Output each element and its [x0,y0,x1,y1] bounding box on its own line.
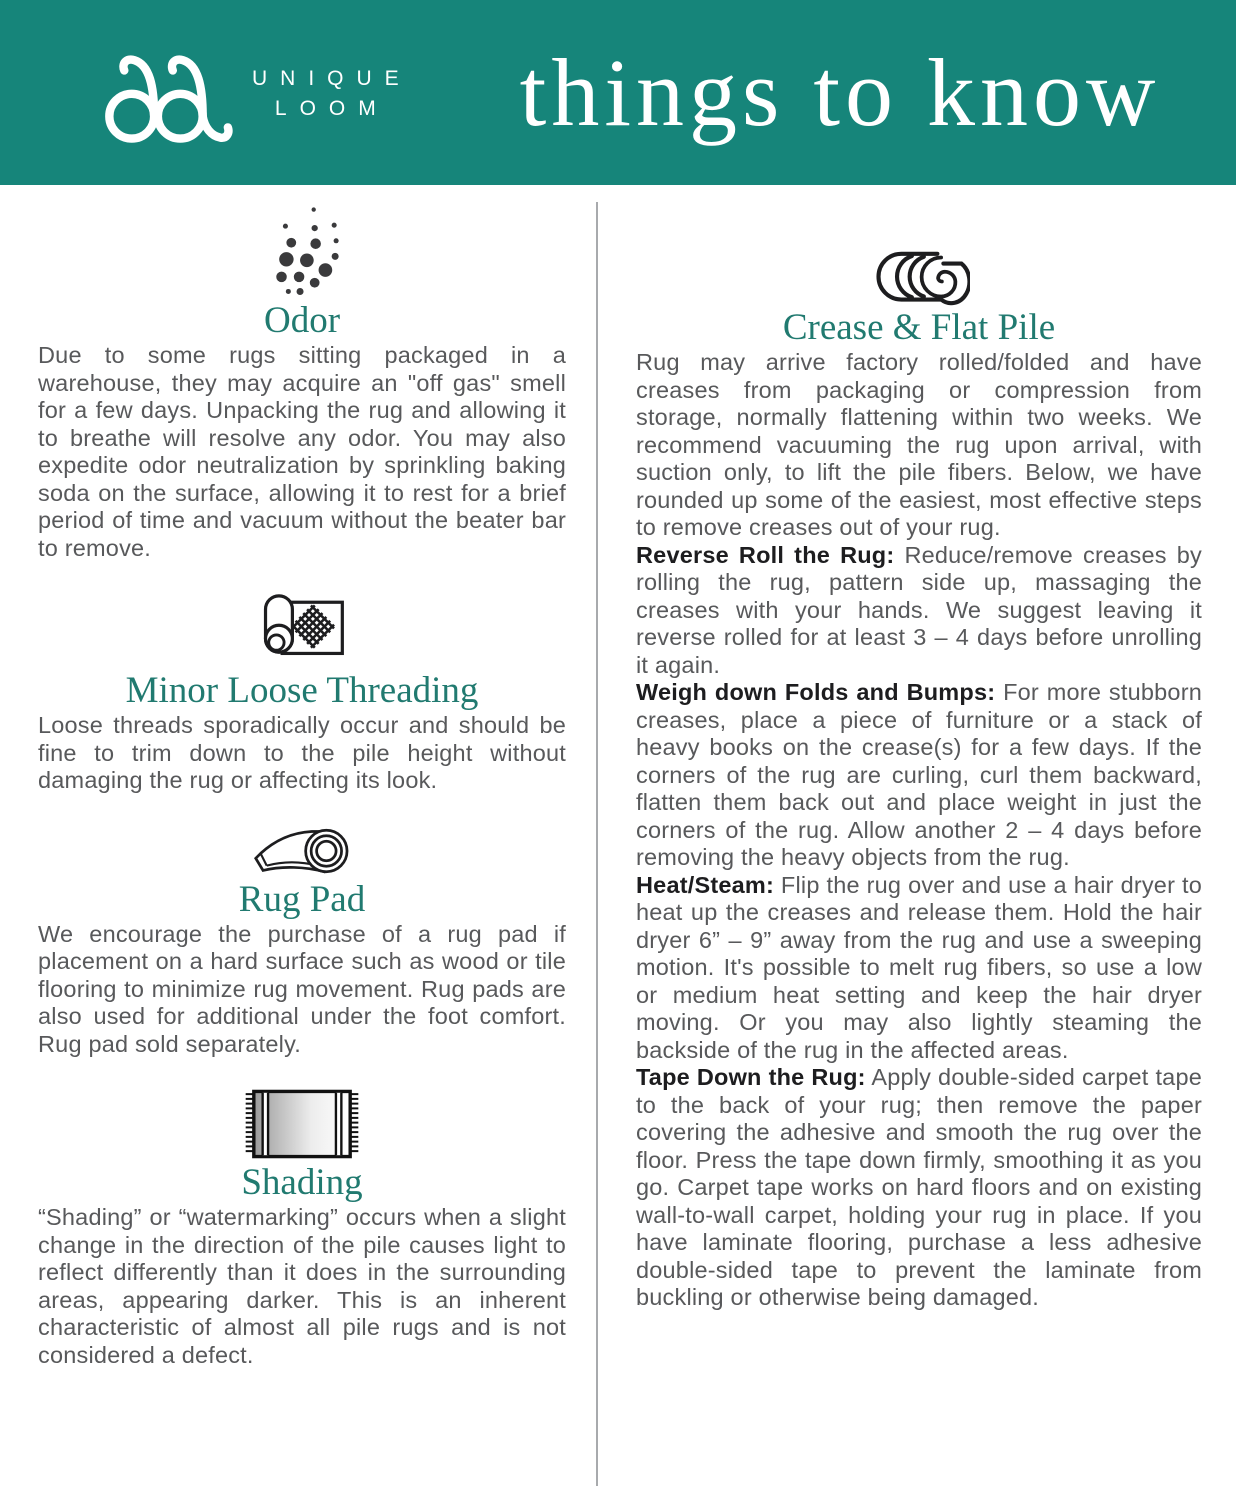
step-text: For more stubborn creases, place a piece of furniture or a stack of heavy books on the crease(s) for a few days. If the corners of the rug are curling, curl them backward, flatten them back out and place weight in just the corners of the rug. Allow another 2 – 4 days before removing the heavy objects from the rug. [636,679,1202,870]
section-title-odor: Odor [263,300,341,341]
step-label: Weigh down Folds and Bumps: [636,679,996,705]
step-text: Flip the rug over and use a hair dryer to heat up the creases and release them. Hold the hair dryer 6” – 9” away from the rug and use a sweeping motion. It's possible to melt rug fibers, so use a low or medium heat setting and keep the hair dryer moving. Or you may also lightly steaming the backside of the rug in the affected areas. [636,871,1202,1063]
step-heat-steam [636,872,1202,1065]
step-text: Apply double-sided carpet tape to the back of your rug; then remove the paper covering the adhesive and smooth the rug over the floor. Press the tape down firmly, smoothing it as you go. Carpet tape works on hard floors and on existing wall-to-wall carpet, holding your rug in place. If you have laminate flooring, purchase a less adhesive double-sided tape to prevent the laminate from buckling or otherwise being damaged. [636,1064,1202,1310]
section-title-shading: Shading [241,1162,363,1203]
section-title-crease-flat-pile: Crease & Flat Pile [782,307,1056,348]
unique-loom-logo-icon [100,48,240,148]
unrolling-rug-icon [38,578,566,670]
step-weigh-down [636,679,1202,872]
section-body-shading: “Shading” or “watermarking” occurs when a slight change in the direction of the pile causes light to reflect differently than it does in the surrounding areas, appearing darker. This is an inherent characteristic of almost all pile rugs and is not considered a defect. [38,1204,566,1368]
crease-intro-paragraph: Rug may arrive factory rolled/folded and have creases from packaging or compression from storage, normally flattening within two weeks. We recommend vacuuming the rug upon arrival, with suction only, to lift the pile fibers. Below, we have rounded up some of the easiest, most effective steps to remove creases out of your rug. [636,349,1202,540]
right-column [636,185,1202,1312]
shaded-rug-icon [38,1086,566,1162]
step-text: Reduce/remove creases by rolling the rug, pattern side up, massaging the creases with your hands. We suggest leaving it reverse rolled for at least 3 – 4 days before unrolling it again. [636,541,1202,678]
odor-particles-icon [38,203,566,300]
step-label: Tape Down the Rug: [636,1064,866,1090]
left-column [38,185,566,1369]
step-label: Heat/Steam: [636,871,775,898]
brand-name: UNIQUE LOOM [252,67,412,120]
column-divider [596,202,598,1486]
step-reverse-roll [636,542,1202,680]
section-title-rug-pad: Rug Pad [238,878,366,920]
section-body-odor: Due to some rugs sitting packaged in a warehouse, they may acquire an "off gas" smell for a few days. Unpacking the rug and allowing it to breathe will resolve any odor. You may also expedite odor neutralization by sprinkling baking soda on the surface, allowing it to rest for a brief period of time and vacuum without the beater bar to remove. [38,342,566,561]
rolled-rug-icon [636,247,1202,307]
step-tape-down [636,1064,1202,1312]
section-title-threading: Minor Loose Threading [125,670,479,711]
section-body-rug-pad: We encourage the purchase of a rug pad if placement on a hard surface such as wood or tile flooring to minimize rug movement. Rug pads are also used for additional under the foot comfort. Rug pad sold separately. [38,920,566,1057]
page-title: things to know [519,39,1161,146]
section-body-threading: Loose threads sporadically occur and should be fine to trim down to the pile height without damaging the rug or affecting its look. [38,712,566,793]
rug-pad-roll-icon [38,823,566,879]
step-label: Reverse Roll the Rug: [636,541,895,568]
header-banner [0,0,1236,185]
